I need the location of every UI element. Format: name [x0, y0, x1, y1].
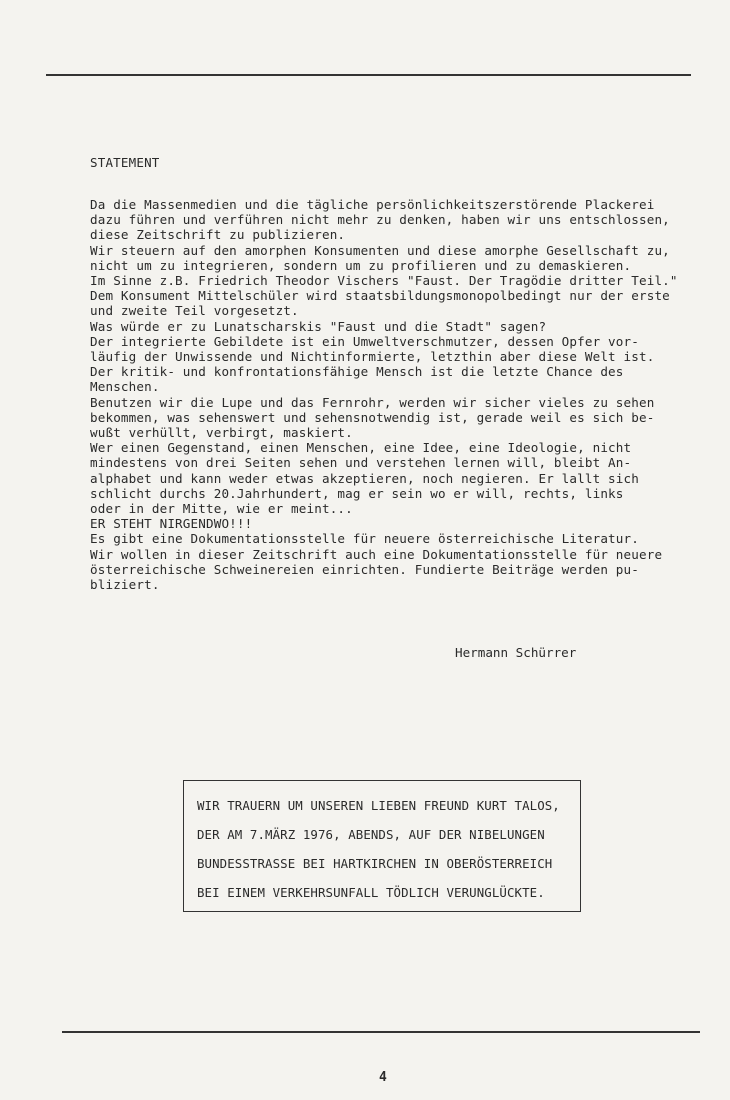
body-line: schlicht durchs 20.Jahrhundert, mag er sein wo er will, rechts, links — [90, 485, 624, 501]
body-line: Da die Massenmedien und die tägliche persönlichkeitszerstörende Plackerei — [90, 197, 655, 212]
body-line: Was würde er zu Lunatscharskis "Faust und die Stadt" sagen? — [90, 318, 547, 334]
notice-line: BEI EINEM VERKEHRSUNFALL TÖDLICH VERUNGLÜCKTE. — [197, 885, 545, 900]
author-signature: Hermann Schürrer — [455, 645, 577, 660]
page-number: 4 — [379, 1070, 387, 1085]
body-line: dazu führen und verführen nicht mehr zu denken, haben wir uns entschlossen, — [90, 212, 670, 228]
body-line: Der integrierte Gebildete ist ein Umweltverschmutzer, dessen Opfer vor- — [90, 333, 639, 349]
body-line: Menschen. — [90, 379, 160, 395]
notice-line: BUNDESSTRASSE BEI HARTKIRCHEN IN OBERÖSTERREICH — [197, 856, 553, 871]
notice-line: DER AM 7.MÄRZ 1976, ABENDS, AUF DER NIBELUNGEN — [197, 827, 545, 842]
body-line: Wer einen Gegenstand, einen Menschen, eine Idee, eine Ideologie, nicht — [90, 440, 632, 456]
body-line: Benutzen wir die Lupe und das Fernrohr, werden wir sicher vieles zu sehen — [90, 394, 655, 410]
body-line: österreichische Schweinereien einrichten. Fundierte Beiträge werden pu- — [90, 561, 639, 577]
body-line: Wir wollen in dieser Zeitschrift auch eine Dokumentationsstelle für neuere — [90, 546, 663, 562]
body-line: alphabet und kann weder etwas akzeptieren, noch negieren. Er lallt sich — [90, 470, 639, 486]
memorial-notice-box — [183, 780, 581, 912]
body-line: Im Sinne z.B. Friedrich Theodor Vischers "Faust. Der Tragödie dritter Teil." — [90, 273, 678, 289]
bottom-rule — [62, 1031, 700, 1033]
body-line: Der kritik- und konfrontationsfähige Mensch ist die letzte Chance des — [90, 364, 624, 380]
body-line: Wir steuern auf den amorphen Konsumenten und diese amorphe Gesellschaft zu, — [90, 242, 670, 258]
body-line: und zweite Teil vorgesetzt. — [90, 303, 299, 319]
top-rule — [46, 74, 691, 76]
body-line: nicht um zu integrieren, sondern um zu profilieren und zu demaskieren. — [90, 257, 632, 273]
notice-line: WIR TRAUERN UM UNSEREN LIEBEN FREUND KURT TALOS, — [197, 798, 560, 813]
body-line: Es gibt eine Dokumentationsstelle für neuere österreichische Literatur. — [90, 531, 639, 547]
body-line: Dem Konsument Mittelschüler wird staatsbildungsmonopolbedingt nur der erste — [90, 288, 670, 304]
body-line: ER STEHT NIRGENDWO!!! — [90, 516, 253, 532]
body-line: läufig der Unwissende und Nichtinformierte, letzthin aber diese Welt ist. — [90, 349, 655, 365]
body-line: diese Zeitschrift zu publizieren. — [90, 227, 346, 243]
body-line: mindestens von drei Seiten sehen und verstehen lernen will, bleibt An- — [90, 455, 632, 471]
body-line: oder in der Mitte, wie er meint... — [90, 501, 353, 517]
statement-body — [90, 197, 690, 592]
statement-heading: STATEMENT — [90, 155, 160, 170]
body-line: wußt verhüllt, verbirgt, maskiert. — [90, 425, 353, 441]
body-line: bekommen, was sehenswert und sehensnotwendig ist, gerade weil es sich be- — [90, 409, 655, 425]
body-line: bliziert. — [90, 577, 160, 593]
